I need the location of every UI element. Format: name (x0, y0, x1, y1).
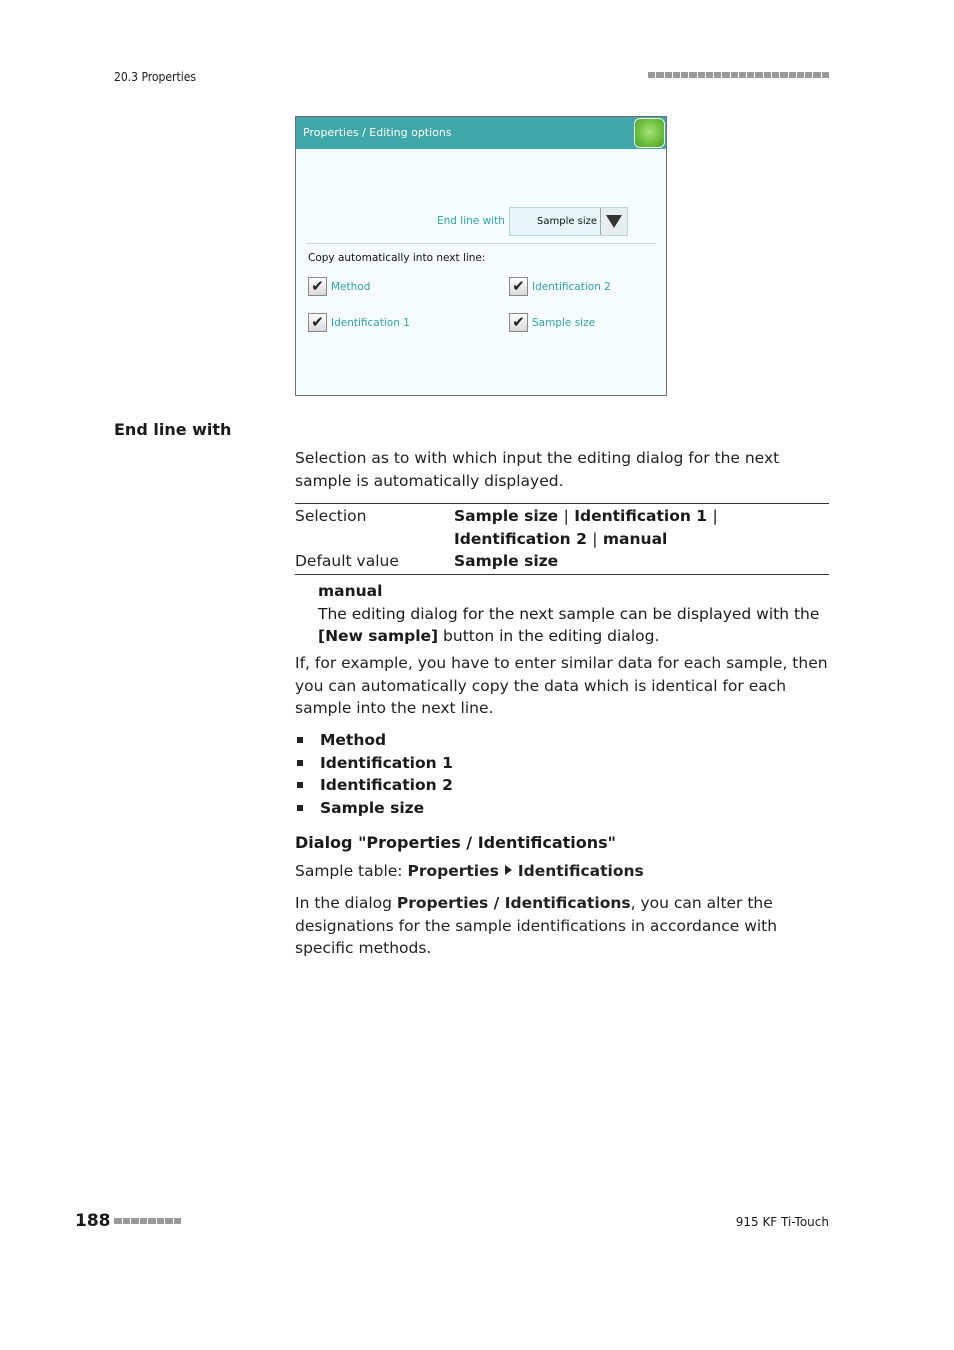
editing-options-dialog (295, 116, 667, 396)
copy-label: Copy automatically into next line: (308, 252, 486, 264)
table-row (295, 504, 829, 550)
checkbox-method[interactable] (308, 277, 327, 296)
end-line-value: Sample size (537, 216, 598, 227)
checkmark-icon: ✔ (512, 313, 525, 331)
dialog-section-heading: Dialog "Properties / Identifications" (295, 833, 616, 852)
page-number: 188 (75, 1211, 111, 1231)
checkmark-icon: ✔ (311, 313, 324, 331)
copy-paragraph: If, for example, you have to enter similar data for each sample, then you can automatically copy the data which is identical for each sample into the next line. (295, 654, 828, 717)
option-term: manual (318, 582, 383, 600)
option-description: The editing dialog for the next sample can be displayed with the [New sample] button in the editing dialog. (318, 604, 820, 645)
table-key: Default value (295, 552, 399, 570)
dropdown-arrow-icon[interactable] (600, 208, 627, 235)
footer-decoration (114, 1218, 181, 1226)
bullet-list (295, 729, 453, 819)
running-header: 20.3 Properties (114, 70, 196, 84)
checkbox-label-identification-1: Identification 1 (331, 317, 410, 329)
table-key: Selection (295, 507, 367, 525)
checkmark-icon: ✔ (311, 277, 324, 295)
path-arrow-icon (505, 865, 512, 875)
checkbox-sample-size[interactable] (509, 313, 528, 332)
end-line-label: End line with (437, 215, 505, 227)
checkbox-label-method: Method (331, 281, 371, 293)
product-name: 915 KF Ti-Touch (735, 1215, 829, 1229)
checkbox-label-identification-2: Identification 2 (532, 281, 611, 293)
menu-path: Sample table: Properties Identifications (295, 862, 644, 880)
list-item: Sample size (295, 797, 453, 820)
parameter-description: Selection as to with which input the editing dialog for the next sample is automatically displayed. (295, 449, 780, 490)
end-line-select[interactable] (509, 207, 628, 236)
home-button[interactable] (634, 118, 665, 148)
list-item: Identification 1 (295, 752, 453, 775)
dialog-section-paragraph: In the dialog Properties / Identifications, you can alter the designations for the sample identifications in accordance with specific methods. (295, 894, 778, 957)
list-item: Identification 2 (295, 774, 453, 797)
parameter-table (295, 503, 829, 575)
header-decoration (648, 72, 829, 80)
divider (306, 243, 656, 244)
parameter-heading: End line with (114, 420, 232, 439)
checkmark-icon: ✔ (512, 277, 525, 295)
checkbox-label-sample-size: Sample size (532, 317, 596, 329)
list-item: Method (295, 729, 453, 752)
checkbox-identification-1[interactable] (308, 313, 327, 332)
table-row (295, 550, 829, 574)
table-value: Sample size | Identification 1 | Identification 2 | manual (454, 507, 718, 548)
table-value: Sample size (454, 552, 559, 570)
checkbox-identification-2[interactable] (509, 277, 528, 296)
manual-option (318, 580, 830, 648)
dialog-title: Properties / Editing options (296, 117, 666, 149)
